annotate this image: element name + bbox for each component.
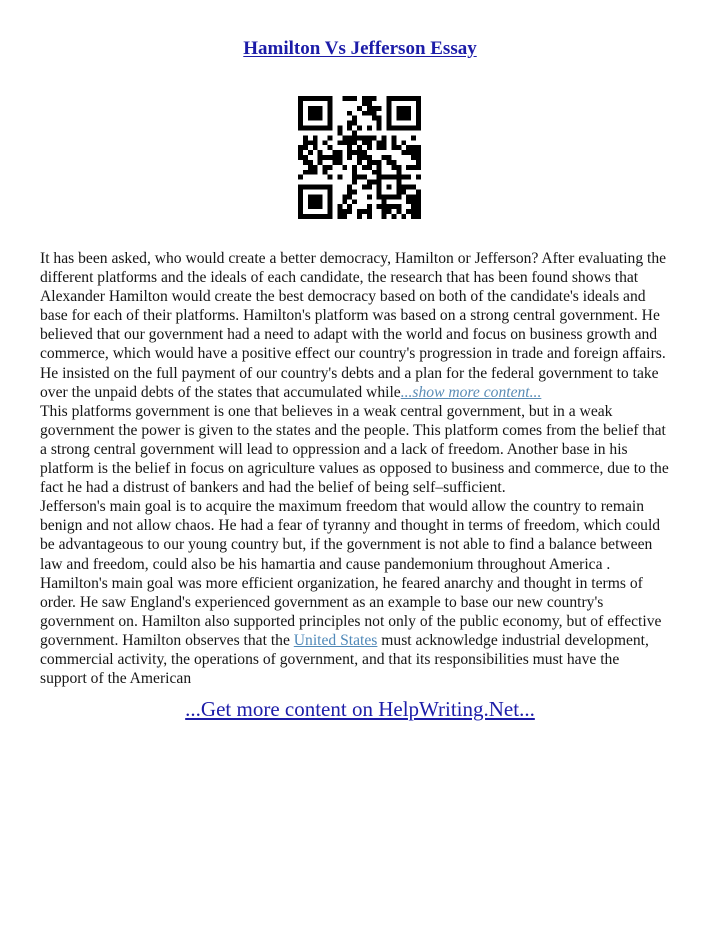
qr-code-icon [298,96,421,219]
footer [0,697,720,722]
body-line-show-more [40,383,685,402]
get-more-content-link[interactable]: ...Get more content on HelpWriting.Net... [185,697,535,721]
body-line: a strong central government will lead to oppression and a lack of freedom. Another base in his [40,440,628,458]
body-line-text: over the unpaid debts of the states that accumulated while [40,383,401,401]
body-line: It has been asked, who would create a better democracy, Hamilton or Jefferson? After evaluating the [40,250,667,267]
body-line: support of the American [40,670,192,688]
body-line: government the power is given to the states and the people. This platform comes from the belief that [40,421,666,439]
essay-body [40,249,685,688]
body-line: commerce, which would have a positive effect our country's progression in trade and foreign affairs. [40,345,666,363]
body-line: Hamilton's main goal was more efficient organization, he feared anarchy and thought in terms of [40,574,643,592]
body-line: different platforms and the ideals of each candidate, the research that has been found shows that [40,269,639,287]
united-states-link[interactable]: United States [293,631,378,649]
body-line: be advantageous to our young country but, if the government is not able to find a balance between [40,536,653,554]
body-line: government on. Hamilton also supported principles not only of the public economy, but of effective [40,612,662,630]
body-line: order. He saw England's experienced government as an example to base our new country's [40,593,604,611]
body-line-link [40,631,685,650]
body-line: base for each of their platforms. Hamilton's platform was based on a strong central government. He [40,307,660,325]
body-line: This platforms government is one that believes in a weak central government, but in a weak [40,402,613,420]
body-line: He insisted on the full payment of our country's debts and a plan for the federal government to take [40,364,659,382]
body-line: commercial activity, the operations of government, and that its responsibilities must have the [40,650,620,668]
body-line: Jefferson's main goal is to acquire the maximum freedom that would allow the country to remain [40,498,645,516]
body-line: platform is the belief in focus on agriculture values as opposed to business and commerce, due to the [40,460,669,478]
body-line-text: government. Hamilton observes that the [40,631,294,649]
body-line: believed that our government had a need to adapt with the world and focus on business growth and [40,326,658,344]
body-line-text: must acknowledge industrial development, [377,631,649,649]
document-title [0,38,720,60]
body-line: fact he had a distrust of bankers and had the belief of being self–sufficient. [40,479,506,497]
title-link[interactable]: Hamilton Vs Jefferson Essay [243,38,477,59]
body-line: Alexander Hamilton would create the best democracy based on both of the candidate's ideals and [40,288,646,306]
show-more-link[interactable]: ...show more content... [400,383,542,401]
body-line: benign and not allow chaos. He had a fear of tyranny and thought in terms of freedom, which could [40,517,661,535]
body-line: law and freedom, could also be his hamartia and cause pandemonium throughout America . [40,555,611,573]
